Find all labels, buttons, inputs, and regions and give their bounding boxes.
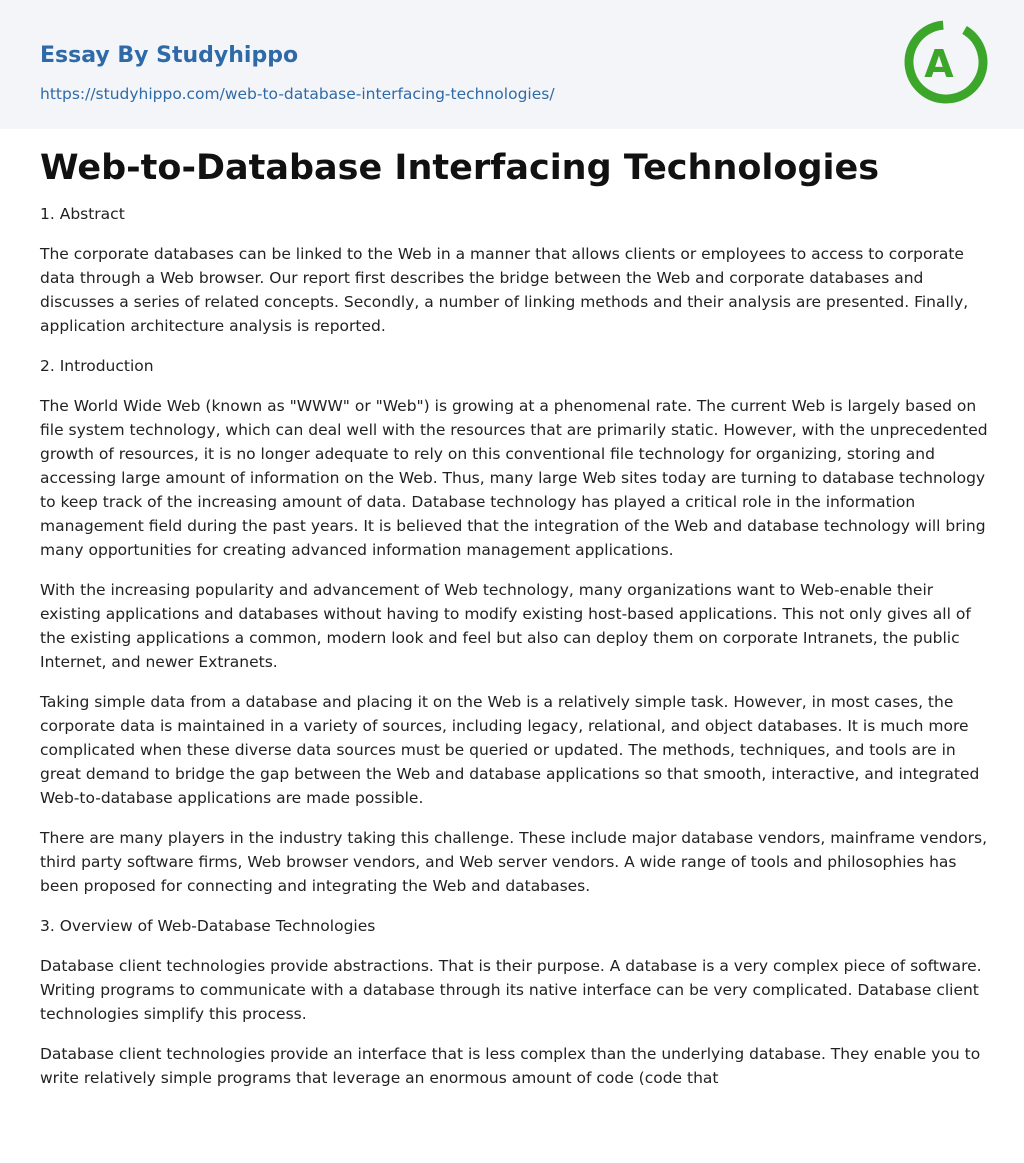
essay-title: Web-to-Database Interfacing Technologies bbox=[40, 148, 880, 188]
paragraph: Database client technologies provide an interface that is less complex than the underlying database. They enable you to write relatively simple programs that leverage an enormous amount of code (code that bbox=[40, 1045, 981, 1087]
paragraph: Taking simple data from a database and placing it on the Web is a relatively simple task. However, in most cases, the corporate data is maintained in a variety of sources, including legacy, relational, and object databases. It is much more complicated when these diverse data sources must be queried or updated. The methods, techniques, and tools are in great demand to bridge the gap between the Web and database applications so that smooth, interactive, and integrated Web-to-database applications are made possible. bbox=[40, 693, 980, 807]
paragraph: Database client technologies provide abstractions. That is their purpose. A database is a very complex piece of software. Writing programs to communicate with a database through its native interface can be very complicated. Database client technologies simplify this process. bbox=[40, 957, 982, 1023]
paragraph: With the increasing popularity and advancement of Web technology, many organizations want to Web-enable their existing applications and databases without having to modify existing host-based applications. This not only gives all of the existing applications a common, modern look and feel but also can deploy them on corporate Intranets, the public Internet, and newer Extranets. bbox=[40, 581, 971, 671]
site-header bbox=[0, 0, 1024, 129]
studyhippo-logo-icon[interactable] bbox=[900, 16, 992, 108]
essay-url-link[interactable]: https://studyhippo.com/web-to-database-interfacing-technologies/ bbox=[40, 85, 555, 103]
section-heading-abstract: 1. Abstract bbox=[40, 205, 125, 223]
essay-content bbox=[40, 142, 990, 1106]
brand-title[interactable]: Essay By Studyhippo bbox=[40, 43, 299, 68]
logo-letter: A bbox=[924, 42, 954, 86]
paragraph: The World Wide Web (known as "WWW" or "Web") is growing at a phenomenal rate. The current Web is largely based on file system technology, which can deal well with the resources that are primarily static. However, with the unprecedented growth of resources, it is no longer adequate to rely on this conventional file technology for organizing, storing and accessing large amount of information on the Web. Thus, many large Web sites today are turning to database technology to keep track of the increasing amount of data. Database technology has played a critical role in the information management field during the past years. It is believed that the integration of the Web and database technology will bring many opportunities for creating advanced information management applications. bbox=[40, 397, 988, 559]
section-heading-overview: 3. Overview of Web-Database Technologies bbox=[40, 917, 376, 935]
section-heading-introduction: 2. Introduction bbox=[40, 357, 154, 375]
paragraph: The corporate databases can be linked to the Web in a manner that allows clients or employees to access to corporate data through a Web browser. Our report first describes the bridge between the Web and corporate databases and discusses a series of related concepts. Secondly, a number of linking methods and their analysis are presented. Finally, application architecture analysis is reported. bbox=[40, 245, 969, 335]
paragraph: There are many players in the industry taking this challenge. These include major database vendors, mainframe vendors, third party software firms, Web browser vendors, and Web server vendors. A wide range of tools and philosophies has been proposed for connecting and integrating the Web and databases. bbox=[40, 829, 988, 895]
